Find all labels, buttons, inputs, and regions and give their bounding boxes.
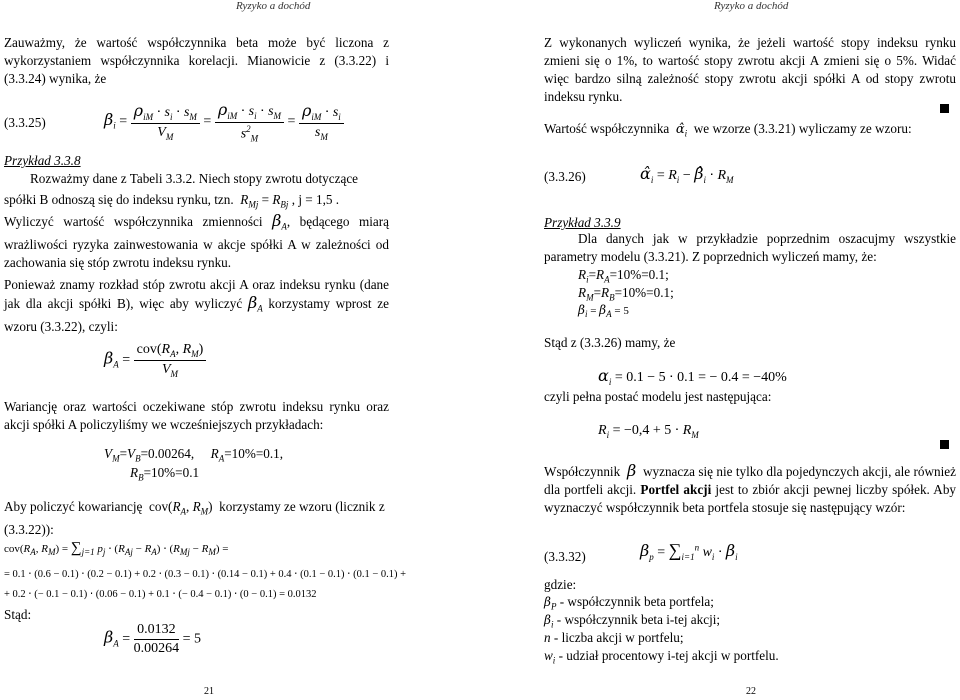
full-model-equation: $R_i = -0,4 + 5 \cdot R_M$ [598,423,699,440]
params-line-3: $\beta_i = \beta_A = 5$ [578,303,629,320]
stad-z-line: Stąd z (3.3.26) mamy, że [544,335,676,350]
definition-n: n - liczba akcji w portfelu; [544,630,684,645]
example-paragraph-2: Wyliczyć wartość współczynnika zmienności $\beta_A$, będącego miarą wrażliwości ryzyka zainwestowania w akcje spółki A w zależności od zachowania się stóp zwrotu indeksu rynku. [4,211,390,270]
page-header-left: Ryzyko a dochód [236,0,311,12]
page-number-right: 22 [746,686,756,697]
paragraph-3: Ponieważ znamy rozkład stóp zwrotu akcji A oraz indeksu rynku (dane jak dla akcji spółki B), więc aby wyliczyć $\beta_A$ korzystamy wprost ze wzoru (3.3.22), czyli: [4,277,390,334]
equation-beta-a: $\beta_A$ = $\frac{cov(R_A, R_M)}{V_M}$ [104,342,206,379]
equation-label-3-3-25: (3.3.25) [4,115,46,130]
equation-beta-result: $\beta_A$ = $\frac{0.0132}{0.00264}$ = 5 [104,622,202,656]
right-paragraph-2: Wartość współczynnika $\alphâ_i$ we wzorze (3.3.21) wyliczamy ze wzoru: [544,121,912,139]
definition-w-i: $w_i$ - udział procentowy i-tej akcji w portfelu. [544,648,779,666]
paragraph-4: Wariancję oraz wartości oczekiwane stóp zwrotu indeksu rynku oraz akcji spółki A policzyliśmy we wcześniejszych przykładach: [4,399,389,432]
right-paragraph-1: Z wykonanych wyliczeń wynika, że jeżeli wartość stopy indeksu rynku zmieni się o 1%, to wartość stopy zwrotu akcji A zmieni się o 5%. Widać więc bardzo silną zależność stopy zwrotu akcji spółki A od stopy zwrotu indeksu rynku. [544,35,956,104]
equation-label-3-3-32: (3.3.32) [544,549,586,564]
end-of-example-marker-2 [940,440,949,449]
covariance-formula: $cov(R_A$, $R_M) = \sum_{j=1}$ $p_j \cdot (R_{Aj} - R_A) \cdot (R_{Mj} - R_M)$ = [4,540,229,558]
stad-label: Stąd: [4,607,32,622]
equation-3-3-32: $\beta_p = \sum_{i=1}^n$ $w_i \cdot \beta_i$ [640,540,738,562]
example-line-1: Rozważmy dane z Tabeli 3.3.2. Niech stopy zwrotu dotyczące [30,171,359,186]
params-line-1: $R_i=R_A=10\%=0.1$; [578,267,669,285]
example-line-2: spółki B odnoszą się do indeksu rynku, tzn. $R_{Mj} = R_{Bj}$ , j = 1,5 . [4,192,340,210]
equation-label-3-3-26: (3.3.26) [544,169,586,184]
definition-beta-p: $\beta_P$ - współczynnik beta portfela; [544,594,714,612]
page-header-right: Ryzyko a dochód [714,0,789,12]
example-3-3-9-title: Przykład 3.3.9 [544,215,621,230]
portfolio-paragraph: Współczynnik β wyznacza się nie tylko dla pojedynczych akcji, ale również dla portfeli akcji. Portfel akcji jest to zbiór akcji pewnej liczby spółek. Aby wyznaczyć współczynnik beta portfela stosuje się następujący wzór: [544,461,957,515]
full-model-line: czyli pełna postać modelu jest następująca: [544,389,772,404]
intro-paragraph: Zauważmy, że wartość współczynnika beta może być liczona z wykorzystaniem współczynnika korelacji. Mianowicie z (3.3.22) i (3.3.24) wynika, że [4,35,389,86]
example-3-3-8-title: Przykład 3.3.8 [4,153,81,168]
equation-3-3-26: $\alphâ_i = R_i$ − $\betâ_i \cdot R_M$ [640,164,734,185]
covariance-calculation-1: = 0.1 ⋅ (0.6 − 0.1) ⋅ (0.2 − 0.1) + 0.2 ⋅ (0.3 − 0.1) ⋅ (0.14 − 0.1) + 0.4 ⋅ (0.1 − 0.1) ⋅ (0.1 − 0.1) + [4,569,407,580]
alpha-result-equation: $\alpha_i = 0.1 - 5 \cdot 0.1$ = − 0.4 = −40% [598,366,787,387]
end-of-example-marker [940,104,949,113]
params-line-2: $R_M=R_B=10\%=0.1$; [578,285,674,303]
definition-beta-i: $\beta_i$ - współczynnik beta i-tej akcji; [544,612,721,630]
gdzie-label: gdzie: [544,577,577,592]
equation-3-3-25: $\beta_i$ = $\frac{\rho_{iM} \cdot s_i \cdot s_M}{V_M}$ = $\frac{\rho_{iM} \cdot s_i \cdot s_M}{s^2_M}$ = $\frac{\rho_{iM} \cdot s_i}{s_M}$ [104,100,344,143]
covariance-intro: Aby policzyć kowariancję $cov(R_A$, $R_M$) korzystamy ze wzoru (licznik z (3.3.22)): [4,499,385,537]
values-line-1: $V_M=V_B=0.00264$, $R_A=10\%=0.1$, [104,446,284,464]
page-number-left: 21 [204,686,214,697]
right-example-paragraph: Dla danych jak w przykładzie poprzednim oszacujmy wszystkie parametry modelu (3.3.21). Z poprzednich wyliczeń mamy, że: [544,231,956,264]
values-line-2: $R_B=10\%=0.1$ [130,465,200,483]
covariance-calculation-2: + 0.2 ⋅ (− 0.1 − 0.1) ⋅ (0.06 − 0.1) + 0.1 ⋅ (− 0.4 − 0.1) ⋅ (0 − 0.1) = 0.0132 [4,589,317,600]
